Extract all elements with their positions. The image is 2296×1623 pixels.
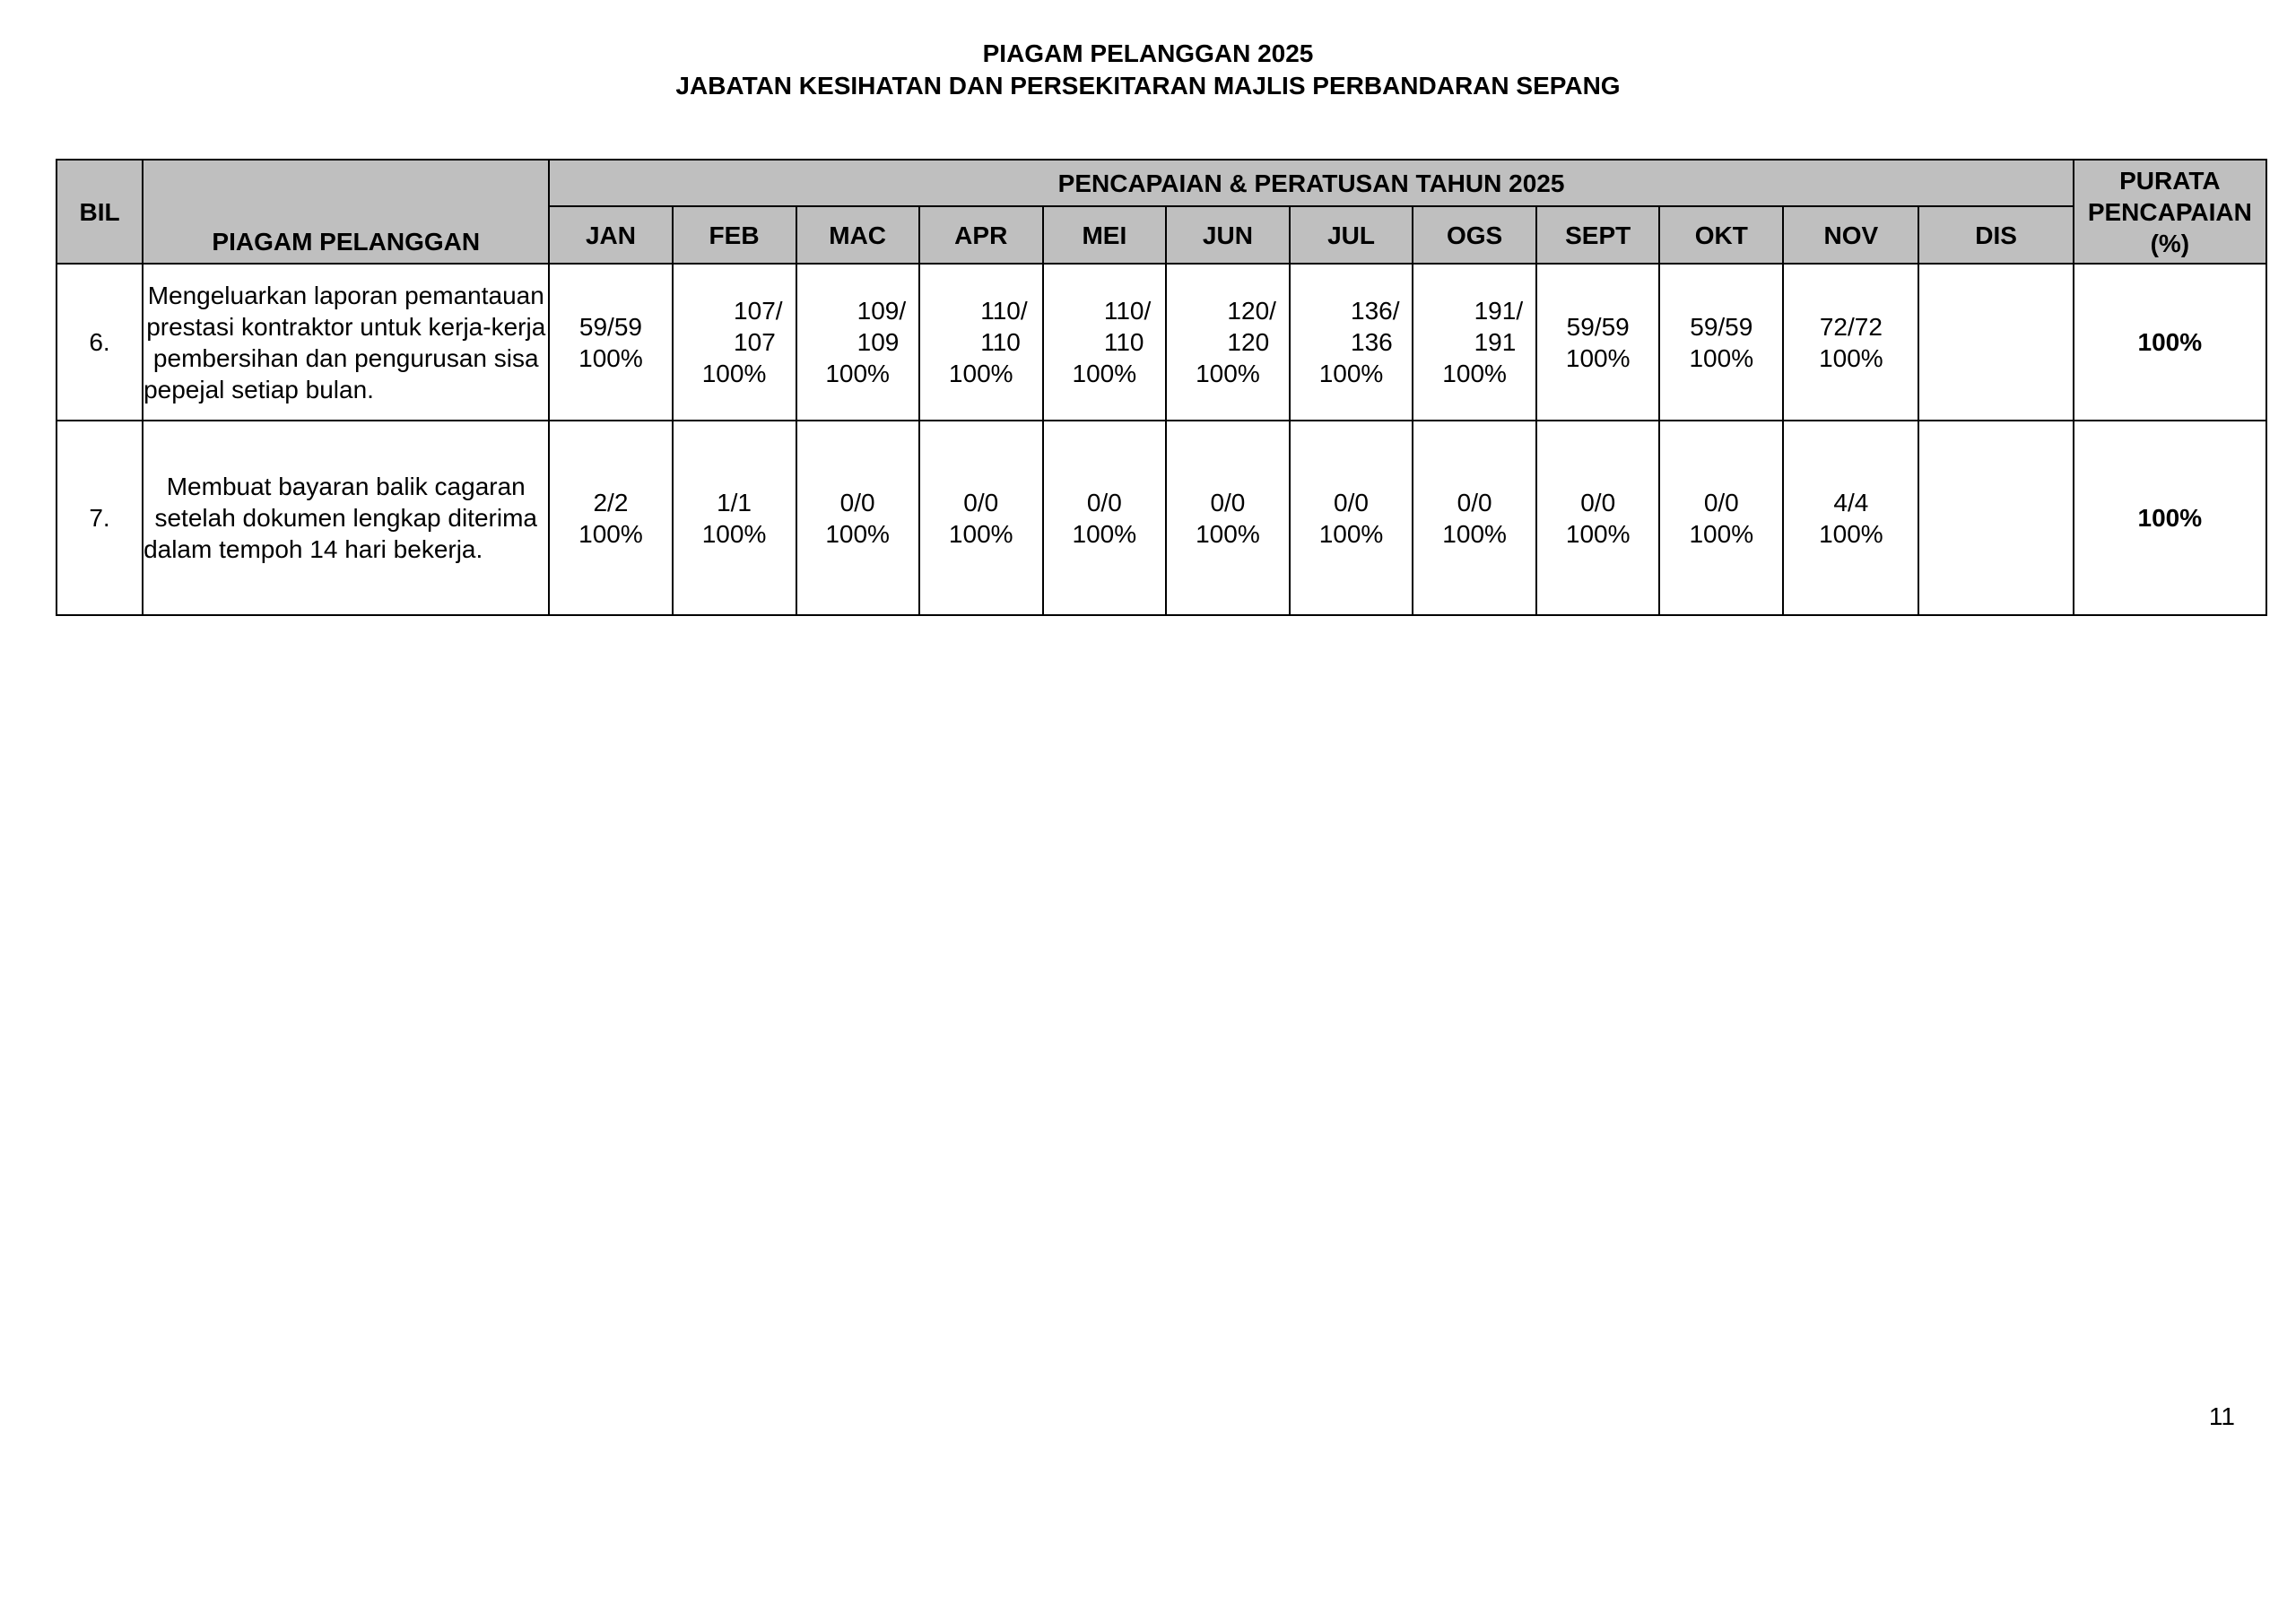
ratio-value: 0/0 xyxy=(1703,488,1739,516)
month-cell-dis xyxy=(1918,421,2073,615)
header-month-sept: SEPT xyxy=(1536,206,1659,264)
percent-value: 100% xyxy=(1689,519,1754,548)
percent-value: 100% xyxy=(1442,519,1507,548)
percent-value: 100% xyxy=(1072,360,1137,387)
title-line-1: PIAGAM PELANGGAN 2025 xyxy=(982,39,1314,67)
header-month-jan: JAN xyxy=(549,206,672,264)
month-cell-jul xyxy=(1290,421,1413,615)
document-title xyxy=(0,38,2296,102)
month-cell-nov xyxy=(1783,264,1918,421)
row-number: 7. xyxy=(57,421,143,615)
ratio-value: 72/72 xyxy=(1819,312,1883,341)
month-cell-dis xyxy=(1918,264,2073,421)
charter-description: Membuat bayaran balik cagaran setelah dokumen lengkap diterima dalam tempoh 14 hari bekerja. xyxy=(143,421,549,615)
customer-charter-table xyxy=(56,159,2267,616)
ratio-value: 0/0 xyxy=(1457,488,1492,516)
percent-value: 100% xyxy=(948,360,1013,387)
month-cell-jun xyxy=(1166,421,1290,615)
header-month-jul: JUL xyxy=(1290,206,1413,264)
percent-value: 100% xyxy=(578,519,643,548)
header-month-nov: NOV xyxy=(1783,206,1918,264)
percent-value: 100% xyxy=(1689,343,1754,372)
percent-value: 100% xyxy=(948,519,1013,548)
header-month-feb: FEB xyxy=(673,206,796,264)
percent-value: 100% xyxy=(1819,519,1883,548)
average-achievement: 100% xyxy=(2074,264,2266,421)
month-cell-mei xyxy=(1043,264,1166,421)
header-month-apr: APR xyxy=(919,206,1043,264)
header-piagam-pelanggan: PIAGAM PELANGGAN xyxy=(143,160,549,264)
month-cell-ogs xyxy=(1413,264,1536,421)
percent-value: 100% xyxy=(1072,519,1137,548)
percent-value: 100% xyxy=(1196,519,1260,548)
ratio-value: 59/59 xyxy=(1566,312,1630,341)
header-month-mac: MAC xyxy=(796,206,919,264)
ratio-value: 0/0 xyxy=(1086,488,1122,516)
percent-value: 100% xyxy=(1819,343,1883,372)
header-month-dis: DIS xyxy=(1918,206,2073,264)
ratio-value: 1/1 xyxy=(717,488,752,516)
month-cell-apr xyxy=(919,264,1043,421)
month-cell-mac xyxy=(796,264,919,421)
percent-value: 100% xyxy=(1565,519,1631,548)
ratio-value: 59/59 xyxy=(578,312,642,341)
header-month-okt: OKT xyxy=(1659,206,1783,264)
ratio-value: 59/59 xyxy=(1690,312,1753,341)
title-line-2: JABATAN KESIHATAN DAN PERSEKITARAN MAJLIS PERBANDARAN SEPANG xyxy=(675,72,1621,100)
month-cell-apr xyxy=(919,421,1043,615)
percent-value: 100% xyxy=(701,519,767,548)
average-achievement: 100% xyxy=(2074,421,2266,615)
percent-value: 100% xyxy=(825,360,890,387)
month-cell-jul xyxy=(1290,264,1413,421)
ratio-value: 110/ 110 xyxy=(1103,297,1152,356)
ratio-value: 110/ 110 xyxy=(980,297,1028,356)
header-pencapaian-group: PENCAPAIAN & PERATUSAN TAHUN 2025 xyxy=(549,160,2073,206)
table-row xyxy=(57,264,2266,421)
header-month-ogs: OGS xyxy=(1413,206,1536,264)
percent-value: 100% xyxy=(1318,519,1384,548)
ratio-value: 107/ 107 xyxy=(734,297,783,356)
table-row xyxy=(57,421,2266,615)
month-cell-mac xyxy=(796,421,919,615)
ratio-value: 2/2 xyxy=(593,488,629,516)
month-cell-okt xyxy=(1659,264,1783,421)
ratio-value: 4/4 xyxy=(1833,488,1869,516)
percent-value: 100% xyxy=(1318,360,1384,387)
ratio-value: 0/0 xyxy=(1210,488,1246,516)
month-cell-nov xyxy=(1783,421,1918,615)
header-month-mei: MEI xyxy=(1043,206,1166,264)
ratio-value: 191/ 191 xyxy=(1474,297,1524,356)
ratio-value: 0/0 xyxy=(1334,488,1369,516)
month-cell-jan xyxy=(549,264,672,421)
month-cell-feb xyxy=(673,264,796,421)
month-cell-feb xyxy=(673,421,796,615)
month-cell-okt xyxy=(1659,421,1783,615)
percent-value: 100% xyxy=(578,343,643,372)
page-number: 11 xyxy=(2208,1402,2235,1430)
percent-value: 100% xyxy=(1196,360,1260,387)
charter-description: Mengeluarkan laporan pemantauan prestasi kontraktor untuk kerja-kerja pembersihan dan pengurusan sisa pepejal setiap bulan. xyxy=(143,264,549,421)
ratio-value: 0/0 xyxy=(1580,488,1616,516)
percent-value: 100% xyxy=(701,360,767,387)
month-cell-sept xyxy=(1536,421,1659,615)
month-cell-jun xyxy=(1166,264,1290,421)
header-bil: BIL xyxy=(57,160,143,264)
header-month-jun: JUN xyxy=(1166,206,1290,264)
month-cell-ogs xyxy=(1413,421,1536,615)
ratio-value: 136/ 136 xyxy=(1351,297,1400,356)
row-number: 6. xyxy=(57,264,143,421)
ratio-value: 120/ 120 xyxy=(1227,297,1276,356)
header-purata-pencapaian: PURATA PENCAPAIAN (%) xyxy=(2074,160,2266,264)
percent-value: 100% xyxy=(825,519,890,548)
ratio-value: 0/0 xyxy=(839,488,875,516)
month-cell-sept xyxy=(1536,264,1659,421)
month-cell-mei xyxy=(1043,421,1166,615)
ratio-value: 109/ 109 xyxy=(857,297,907,356)
month-cell-jan xyxy=(549,421,672,615)
percent-value: 100% xyxy=(1565,343,1631,372)
ratio-value: 0/0 xyxy=(963,488,999,516)
percent-value: 100% xyxy=(1442,360,1507,387)
